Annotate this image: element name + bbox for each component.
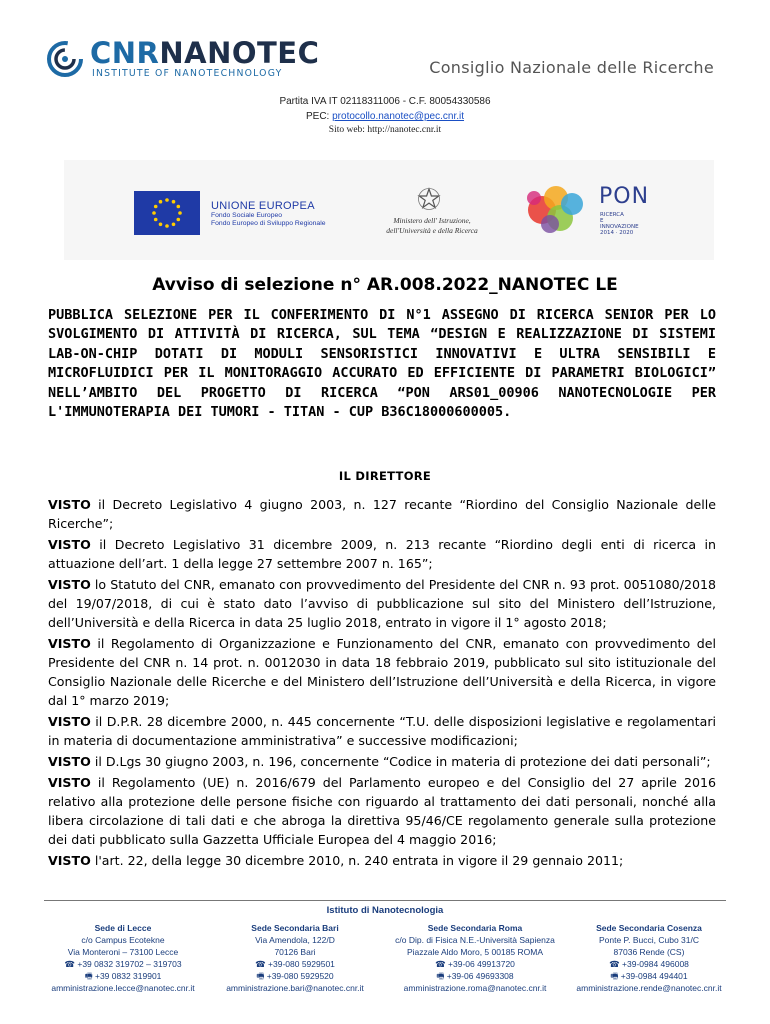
pon-subtitle: RICERCA E INNOVAZIONE 2014 · 2020 xyxy=(600,212,639,236)
cnr-nanotec-logo xyxy=(46,36,336,82)
paragraph: VISTO lo Statuto del CNR, emanato con provvedimento del Presidente del CNR n. 93 prot. 0051080/2018 del 19/07/2018, di cui è stato dato l’avviso di pubblicazione sul sito del Ministero dell’Istruzione, dell’Università e della Ricerca in data 25 luglio 2018, entrato in vigore il 1° agosto 2018; xyxy=(48,577,716,630)
office-lecce: Sede di Lecce c/o Campus Ecotekne Via Monteroni – 73100 Lecce ☎ +39 0832 319702 – 319703 🖷 +39 0832 319901 amministrazione.lecce@nanotec.cnr.it xyxy=(38,922,208,994)
nanotec-logo-icon xyxy=(46,40,84,78)
document-subtitle: PUBBLICA SELEZIONE PER IL CONFERIMENTO DI N°1 ASSEGNO DI RICERCA SENIOR PER LO SVOLGIMENTO DI ATTIVITÀ DI RICERCA, SUL TEMA “DESIGN E REALIZZAZIONE DI SISTEMI LAB-ON-CHIP DOTATI DI MODULI SENSORISTICI INNOVATIVI E ULTRA SENSIBILI E MICROFLUIDICI PER IL MONITORAGGIO ACCURATO ED EFFICIENTE DI PARAMETRI BIOLOGICI” NELL’AMBITO DEL PROGETTO DI RICERCA “PON ARS01_00906 NANOTECNOLOGIE PER L'IMMUNOTERAPIA DEI TUMORI - TITAN - CUP B36C18000600005. xyxy=(48,307,716,421)
paragraph: VISTO il D.P.R. 28 dicembre 2000, n. 445 concernente “T.U. delle disposizioni legislative e regolamentari in materia di documentazione amministrativa” e successive modificazioni; xyxy=(48,714,716,748)
institution-name: Consiglio Nazionale delle Ricerche xyxy=(429,58,714,77)
pon-title: PON xyxy=(599,184,650,209)
footer-title: Istituto di Nanotecnologia xyxy=(326,905,444,916)
office-roma: Sede Secondaria Roma c/o Dip. di Fisica N.E.-Università Sapienza Piazzale Aldo Moro, 5 00185 ROMA ☎ +39-06 49913720 🖷 +39-06 49693308 amministrazione.roma@nanotec.cnr.it xyxy=(380,922,570,994)
eu-flag-icon xyxy=(134,191,200,235)
paragraph: VISTO il Decreto Legislativo 4 giugno 2003, n. 127 recante “Riordino del Consiglio Nazionale delle Ricerche”; xyxy=(48,497,716,531)
eu-text-block xyxy=(211,200,326,228)
office-email-link[interactable]: amministrazione.lecce@nanotec.cnr.it xyxy=(51,983,195,993)
footer-divider xyxy=(44,900,726,901)
logo-subtitle: INSTITUTE OF NANOTECHNOLOGY xyxy=(92,68,283,79)
paragraph: VISTO il Regolamento (UE) n. 2016/679 del Parlamento europeo e del Consiglio del 27 aprile 2016 relativo alla protezione delle persone fisiche con riguardo al trattamento dei dati personali, nonché alla libera circolazione di tali dati e che abroga la direttiva 95/46/CE regolamento generale sulla protezione dei dati pubblicato sulla Gazzetta Ufficiale Europea del 4 maggio 2016; xyxy=(48,775,716,847)
document-body xyxy=(48,495,716,872)
paragraph: VISTO il D.Lgs 30 giugno 2003, n. 196, concernente “Codice in materia di protezione dei dati personali”; xyxy=(48,754,711,769)
pec-email-link[interactable]: protocollo.nanotec@pec.cnr.it xyxy=(332,111,465,122)
office-email-link[interactable]: amministrazione.bari@nanotec.cnr.it xyxy=(226,983,364,993)
paragraph: VISTO il Decreto Legislativo 31 dicembre 2009, n. 213 recante “Riordino degli enti di ricerca in attuazione dell’art. 1 della legge 27 settembre 2007 n. 165”; xyxy=(48,537,716,571)
ministry-text: Ministero dell' Istruzione, dell'Università e della Ricerca xyxy=(386,216,478,235)
document-title: Avviso di selezione n° AR.008.2022_NANOTEC LE xyxy=(152,275,618,295)
logo-wordmark: CNRNANOTEC xyxy=(90,36,320,70)
vat-line: Partita IVA IT 02118311006 - C.F. 80054330586 xyxy=(279,96,491,107)
website-line: Sito web: http://nanotec.cnr.it xyxy=(328,125,442,135)
office-email-link[interactable]: amministrazione.roma@nanotec.cnr.it xyxy=(403,983,547,993)
office-email-link[interactable]: amministrazione.rende@nanotec.cnr.it xyxy=(576,983,722,993)
paragraph: VISTO il Regolamento di Organizzazione e Funzionamento del CNR, emanato con provvedimento del Presidente del CNR n. 14 prot. n. 0012030 in data 18 febbraio 2019, pubblicato sul sito istituzionale del Consiglio Nazionale delle Ricerche e del Ministero dell’Istruzione dell’Università e della Ricerca, in vigore dal 1° marzo 2019; xyxy=(48,636,716,708)
italian-republic-emblem-icon xyxy=(417,187,441,211)
pon-dots-icon xyxy=(520,182,596,238)
eu-title: UNIONE EUROPEA xyxy=(211,200,315,212)
eu-fund-social: Fondo Sociale Europeo xyxy=(211,212,283,219)
funding-banner xyxy=(64,160,714,260)
paragraph: VISTO l'art. 22, della legge 30 dicembre 2010, n. 240 entrata in vigore il 29 gennaio 2011; xyxy=(48,853,624,868)
eu-fund-regional: Fondo Europeo di Sviluppo Regionale xyxy=(211,220,326,227)
office-cosenza: Sede Secondaria Cosenza Ponte P. Bucci, Cubo 31/C 87036 Rende (CS) ☎ +39-0984 496008 🖷 +39-0984 494401 amministrazione.rende@nanotec.cnr.it xyxy=(564,922,734,994)
office-bari: Sede Secondaria Bari Via Amendola, 122/D 70126 Bari ☎ +39-080 5929501 🖷 +39-080 5929520 amministrazione.bari@nanotec.cnr.it xyxy=(210,922,380,994)
director-heading: IL DIRETTORE xyxy=(338,469,432,483)
pec-line: PEC: protocollo.nanotec@pec.cnr.it xyxy=(305,111,465,122)
